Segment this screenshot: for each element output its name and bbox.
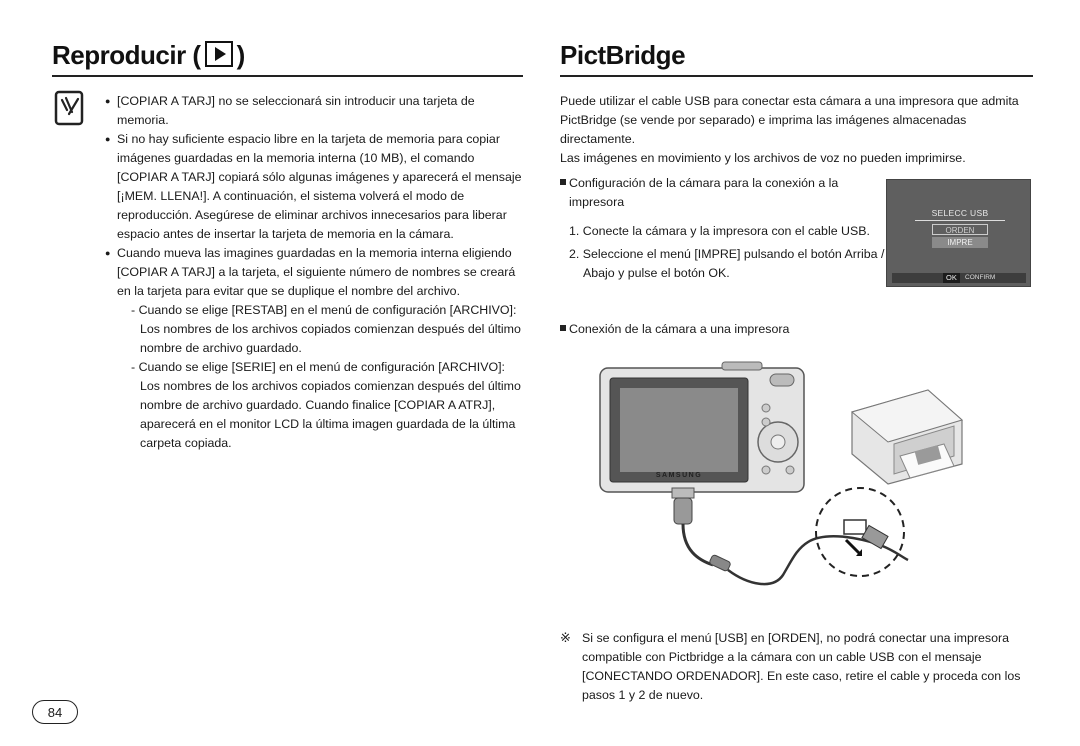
note-icon (54, 90, 84, 126)
camera-icon (600, 362, 804, 492)
lcd-option-impre: IMPRE (932, 237, 988, 248)
lcd-screen (886, 179, 1031, 287)
printer-icon (852, 390, 962, 484)
lcd-option-orden: ORDEN (932, 224, 988, 235)
square-bullet-icon (560, 325, 566, 331)
page-number: 84 (32, 700, 78, 724)
note-bullet: ● Si no hay suficiente espacio libre en la tarjeta de memoria para copiar imágenes guardadas en la memoria interna (10 MB), el comando [COPIAR A TARJ] copiará sólo algunas imágenes y aparecerá el mensaje [¡MEM. LLENA!]. A continuación, el sistema volverá el modo de reproducción. Asegúrese de eliminar archivos innecesarios para liberar espacio antes de insertar la tarjeta de memoria en la cámara. (105, 130, 525, 244)
step-item: 1. Conecte la cámara y la impresora con el cable USB. (569, 224, 870, 238)
play-icon (205, 41, 233, 67)
steps-list (569, 222, 889, 283)
intro-paragraph: Puede utilizar el cable USB para conectar esta cámara a una impresora que admita PictBridge (se vende por separado) e imprima las imágenes almacenadas directamente. (560, 94, 1019, 146)
note-bullet: ● Cuando mueva las imagines guardadas en la memoria interna eligiendo [COPIAR A TARJ] a la tarjeta, el siguiente número de nombres se creará en la tarjeta para evitar que se duplique el nombre del archivo. (105, 244, 525, 301)
intro-text (560, 92, 1035, 168)
note-bullet: ● [COPIAR A TARJ] no se seleccionará sin introducir una tarjeta de memoria. (105, 92, 525, 130)
step-item: 2. Seleccione el menú [IMPRE] pulsando el botón Arriba / Abajo y pulse el botón OK. (569, 247, 885, 280)
lcd-ok-key: OK (943, 273, 960, 283)
page-title-right: PictBridge (560, 40, 686, 70)
intro-paragraph: Las imágenes en movimiento y los archivos de voz no pueden imprimirse. (560, 151, 966, 165)
square-bullet-icon (560, 179, 566, 185)
notes-column (105, 92, 525, 453)
title-rule-left (52, 75, 523, 77)
config-heading: Configuración de la cámara para la conexión a la impresora (560, 174, 889, 212)
note-dash-item: - Cuando se elige [SERIE] en el menú de configuración [ARCHIVO]: Los nombres de los archivos copiados comienzan después del último nombre de archivo guardado. Cuando finalice [COPIAR A ATRJ], aparecerá en el monitor LCD la última imagen guardada de la última carpeta copiada. (131, 360, 521, 450)
lcd-title: SELECC USB (931, 208, 989, 218)
reference-mark-icon: ※ (560, 630, 571, 645)
lcd-divider (915, 220, 1005, 221)
camera-printer-illustration (598, 360, 970, 610)
camera-brand: SAMSUNG (655, 472, 703, 479)
lcd-confirm-label: CONFIRM (965, 274, 996, 281)
connection-heading: Conexión de la cámara a una impresora (560, 320, 789, 339)
usb-plug-detail-icon (816, 488, 904, 576)
page-title-left: Reproducir ( ) (52, 40, 245, 70)
title-rule-right (560, 75, 1033, 77)
footnote: ※ Si se configura el menú [USB] en [ORDEN], no podrá conectar una impresora compatible con Pictbridge a la cámara con un cable USB con el mensaje [CONECTANDO ORDENADOR]. En este caso, retire el cable y proceda con los pasos 1 y 2 de nuevo. (560, 630, 1021, 702)
note-dash-item: - Cuando se elige [RESTAB] en el menú de configuración [ARCHIVO]: Los nombres de los archivos copiados comienzan después del último nombre de archivo guardado. (131, 303, 521, 355)
